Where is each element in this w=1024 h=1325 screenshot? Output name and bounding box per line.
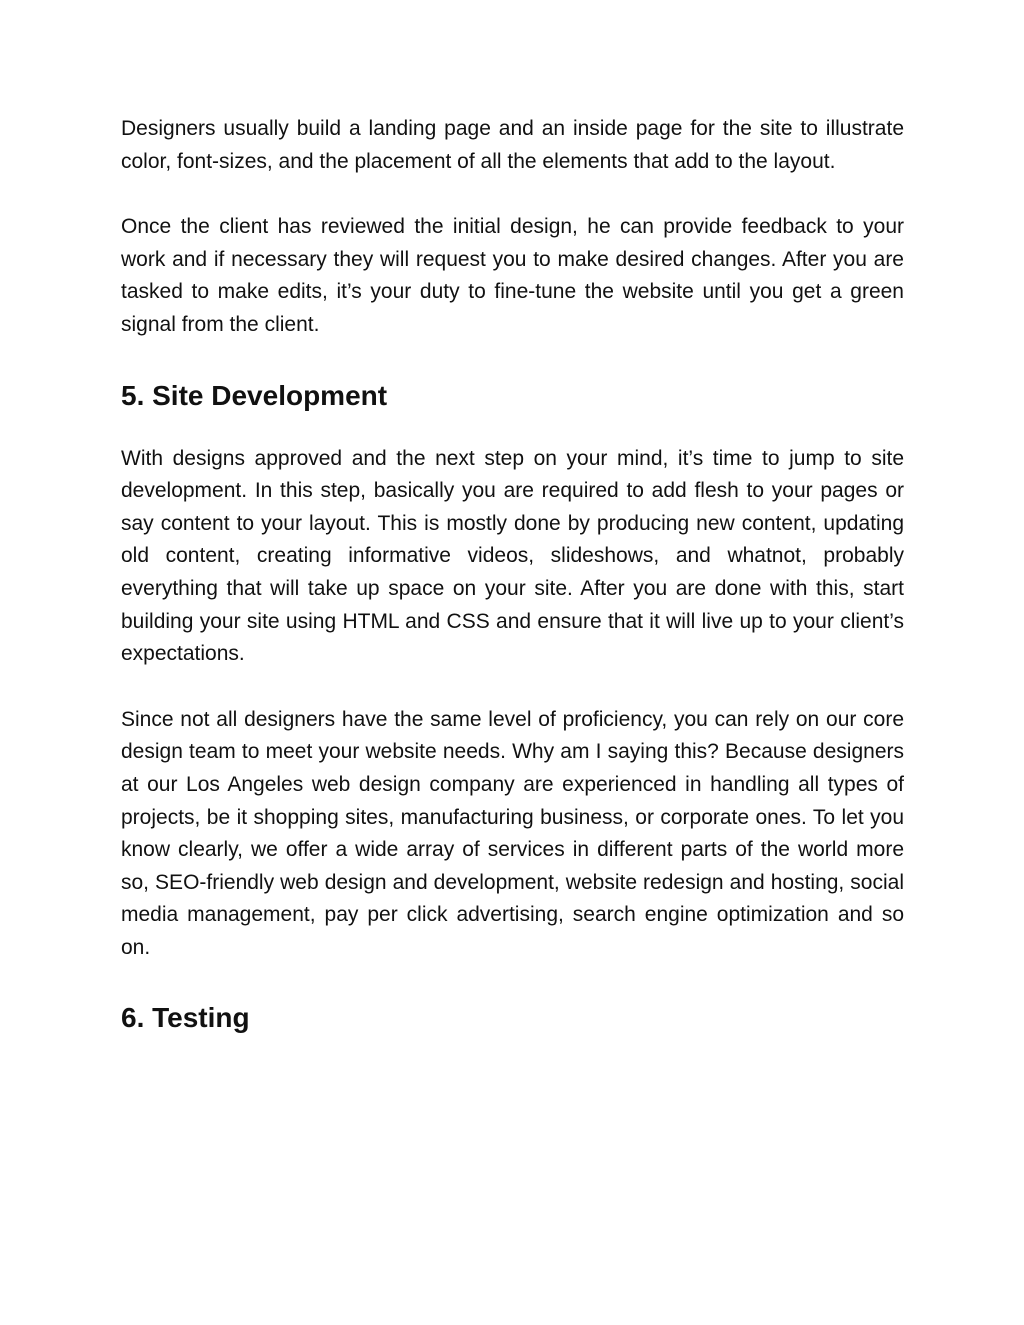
section-heading-testing: 6. Testing	[121, 1002, 250, 1034]
paragraph-site-development: With designs approved and the next step on your mind, it’s time to jump to site development. In this step, basically you are required to add flesh to your pages or say content to your layout. This is mostly done by producing new content, updating old content, creating informative videos, slideshows, and whatnot, probably everything that will take up space on your site. After you are done with this, start building your site using HTML and CSS and ensure that it will live up to your client’s expectations.	[121, 446, 904, 666]
paragraph-design-team: Since not all designers have the same level of proficiency, you can rely on our core design team to meet your website needs. Why am I saying this? Because designers at our Los Angeles web design company are experienced in handling all types of projects, be it shopping sites, manufacturing business, or corporate ones. To let you know clearly, we offer a wide array of services in different parts of the world more so, SEO-friendly web design and development, website redesign and hosting, social media management, pay per click advertising, search engine optimization and so on.	[121, 707, 904, 959]
paragraph-design-pages: Designers usually build a landing page and an inside page for the site to illustrate color, font-sizes, and the placement of all the elements that add to the layout.	[121, 117, 904, 173]
section-heading-site-development: 5. Site Development	[121, 379, 388, 411]
paragraph-client-feedback: Once the client has reviewed the initial design, he can provide feedback to your work and if necessary they will request you to make desired changes. After you are tasked to make edits, it’s your duty to fine-tune the website until you get a green signal from the client.	[121, 215, 904, 336]
document-body	[121, 113, 904, 1036]
